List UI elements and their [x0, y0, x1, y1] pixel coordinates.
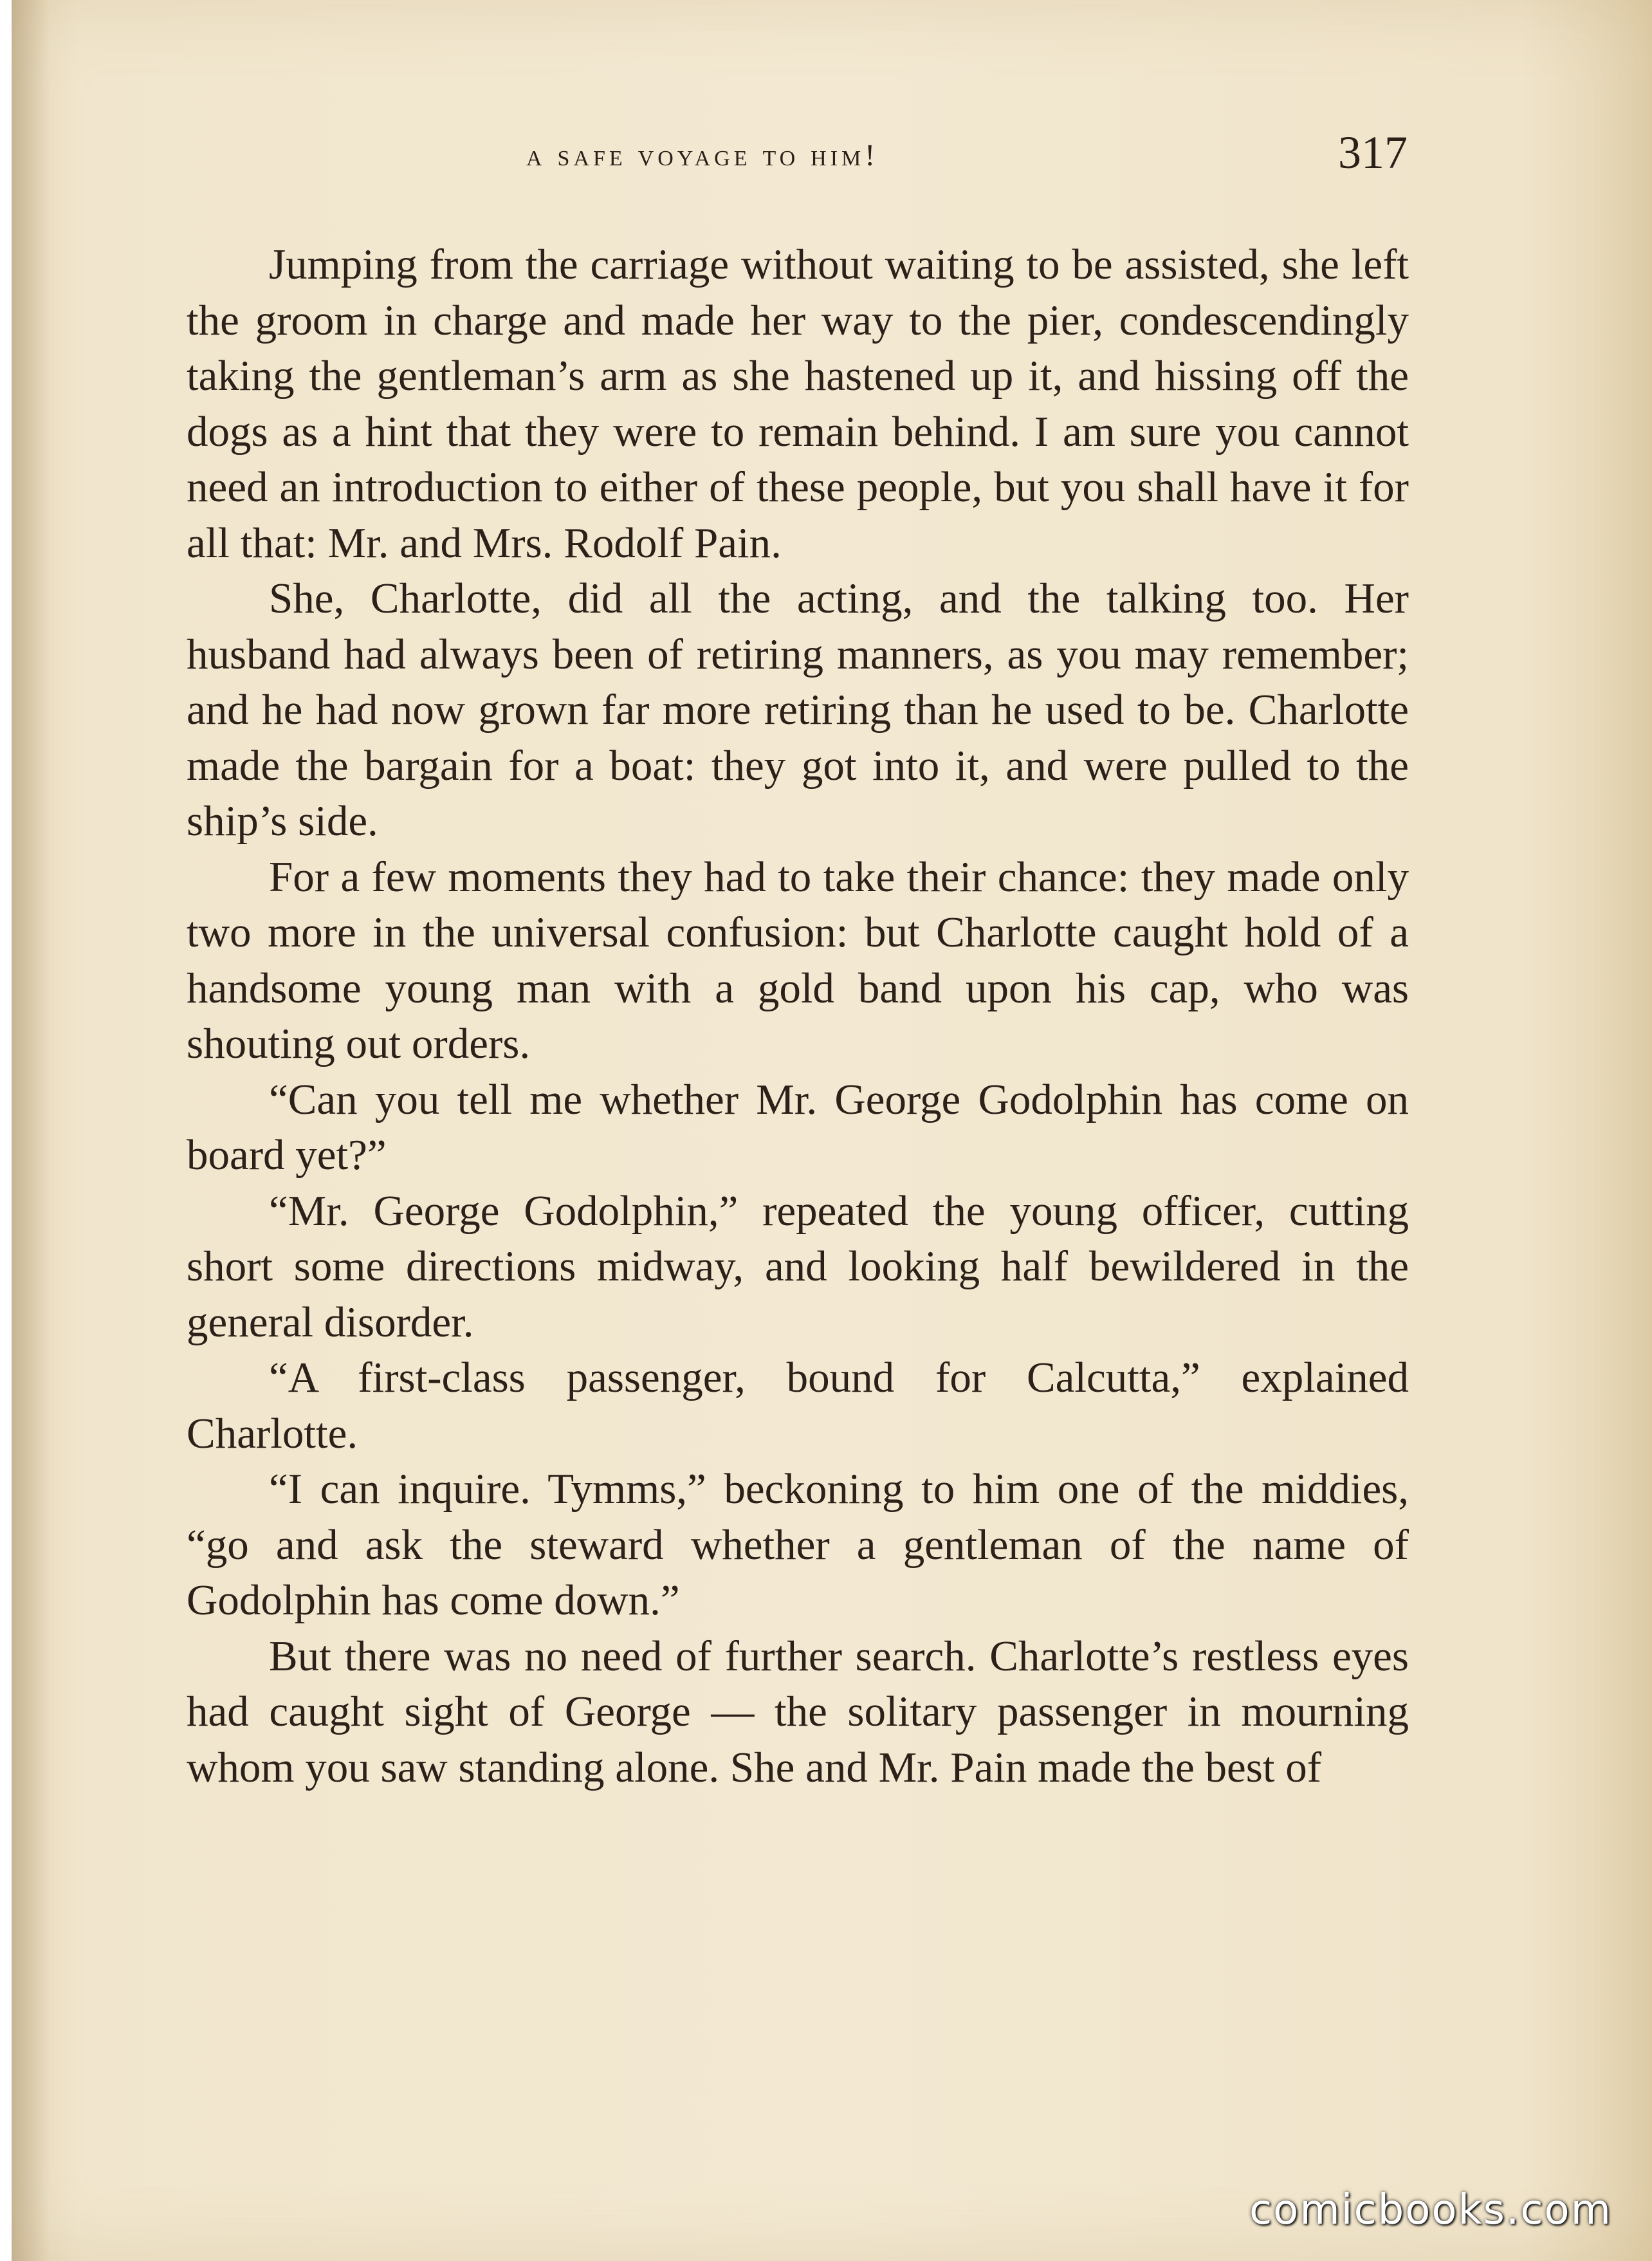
paragraph: “Can you tell me whether Mr. George Godolphin has come on board yet?”: [187, 1075, 1409, 1179]
running-title: a safe voyage to him!: [526, 138, 879, 172]
running-header: [185, 126, 1408, 184]
paragraph: But there was no need of further search. Charlotte’s restless eyes had caught sight of George — the solitary passenger in mourning whom you saw standing alone. She and Mr. Pain made the best of: [187, 1632, 1409, 1791]
paragraph: She, Charlotte, did all the acting, and the talking too. Her husband had always been of retiring manners, as you may remember; and he had now grown far more retiring than he used to be. Charlotte made the bargain for a boat: they got into it, and were pulled to the ship’s side.: [187, 575, 1409, 845]
book-page: [12, 0, 1652, 2261]
paragraph: Jumping from the carriage without waiting to be assisted, she left the groom in charge and made her way to the pier, condescendingly taking the gentleman’s arm as she hastened up it, and hissing off the dogs as a hint that they were to remain behind. I am sure you cannot need an introduction to either of these people, but you shall have it for all that: Mr. and Mrs. Rodolf Pain.: [187, 241, 1409, 567]
paragraph: “I can inquire. Tymms,” beckoning to him one of the middies, “go and ask the steward whether a gentleman of the name of Godolphin has come down.”: [187, 1465, 1409, 1624]
paragraph: For a few moments they had to take their chance: they made only two more in the universal confusion: but Charlotte caught hold of a handsome young man with a gold band upon his cap, who was shouting out orders.: [187, 853, 1409, 1067]
paragraph: “Mr. George Godolphin,” repeated the young officer, cutting short some directions midway, and looking half bewildered in the general disorder.: [187, 1186, 1409, 1346]
page-number: 317: [1338, 127, 1408, 178]
watermark: comicbooks.com: [1249, 2186, 1612, 2234]
spine-shadow: [12, 0, 50, 2261]
body-text: [187, 237, 1409, 1795]
paragraph: “A first-class passenger, bound for Calcutta,” explained Charlotte.: [187, 1354, 1409, 1457]
